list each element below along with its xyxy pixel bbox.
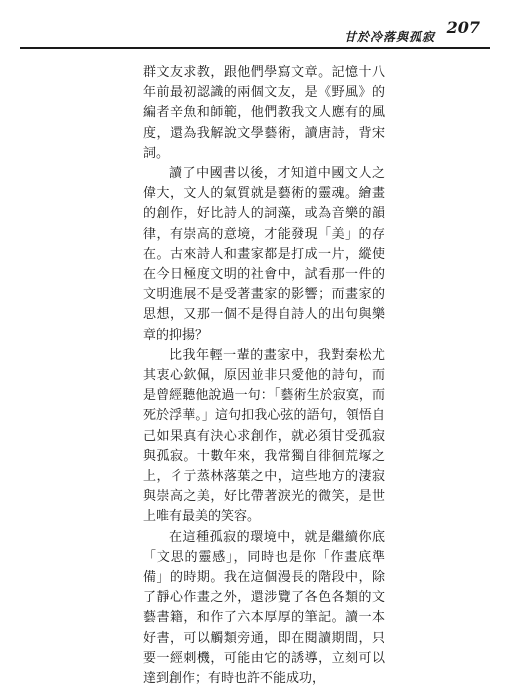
paragraph-4: 在這種孤寂的環境中，就是繼續你底「文思的靈感」，同時也是你「作畫底準備」的時期。我在這個漫長的階段中，除了靜心作畫之外，還涉覽了各色各類的文藝書籍，和作了六本厚厚的筆記。讀一本好書，可以觸類旁通，即在閱讀期間，只要一經刺機，可能由它的誘導，立刻可以達到創作；有時也許不能成功， bbox=[143, 529, 385, 687]
paragraph-1: 群文友求教，跟他們學寫文章。記憶十八年前最初認識的兩個文友，是《野風》的編者辛魚和師範，他們教我文人應有的風度，還為我解說文學藝術，讀唐詩，背宋詞。 bbox=[143, 65, 385, 161]
paragraph-3: 比我年輕一輩的畫家中，我對秦松尤其衷心欽佩，原因並非只愛他的詩句，而是曾經聽他說過一句：「藝術生於寂寞，而死於浮華。」這句扣我心弦的語句，領悟自己如果真有決心求創作，就必須甘受孤寂與孤寂。十數年來，我常獨自徘徊荒塚之上，彳亍蒸林落葉之中，這些地方的淒寂與崇高之美，好比帶著淚光的微笑，是世上唯有最美的笑容。 bbox=[143, 347, 385, 525]
paragraph-2: 讀了中國書以後，才知道中國文人之偉大，文人的氣質就是藝術的靈魂。繪畫的創作，好比詩人的詞藻，或為音樂的韻律，有崇高的意境，才能發現「美」的存在。古來詩人和畫家都是打成一片，縱使在今日極度文明的社會中，試看那一件的文明進展不是受著畫家的影響；而畫家的思想，又那一個不是得自詩人的出句與樂章的抑揚？ bbox=[143, 166, 385, 343]
running-title: 甘於冷落與孤寂 bbox=[343, 30, 435, 44]
header-rule bbox=[20, 47, 490, 49]
page-number: 207 bbox=[446, 18, 480, 37]
body-text bbox=[143, 63, 385, 689]
running-header bbox=[20, 10, 490, 50]
